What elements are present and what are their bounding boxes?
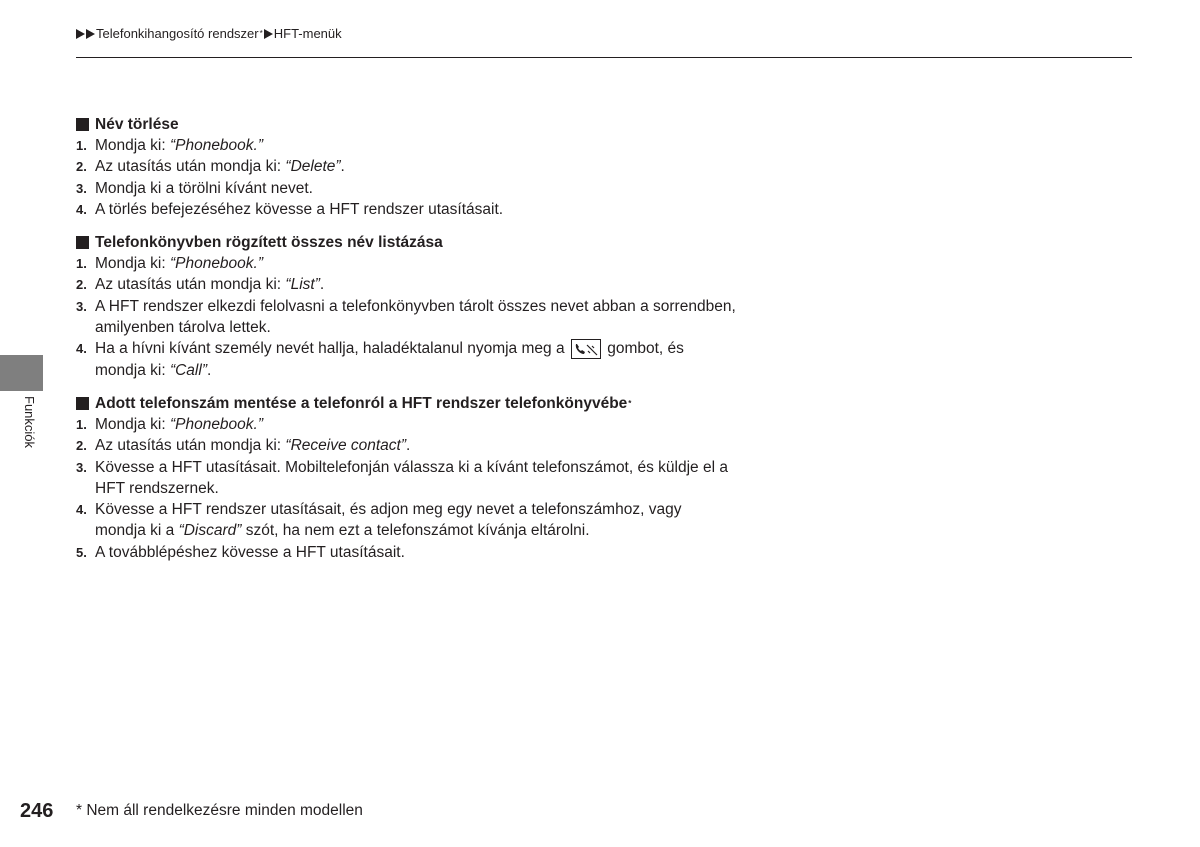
square-bullet-icon — [76, 118, 89, 131]
page-number: 246 — [20, 800, 54, 822]
step-text: Mondja ki: — [95, 255, 170, 273]
step-number: 2. — [76, 438, 87, 454]
step — [76, 542, 736, 563]
availability-star: * — [628, 398, 632, 408]
voice-command: “Delete” — [285, 158, 341, 176]
section-heading — [76, 114, 736, 135]
step-text: szót, ha nem ezt a telefonszámot kívánja eltárolni. — [241, 522, 590, 540]
step — [76, 178, 736, 199]
step-text: Ha a hívni kívánt személy nevét hallja, haladéktalanul nyomja meg a — [95, 340, 565, 358]
main-content — [76, 114, 736, 575]
step-number: 5. — [76, 544, 87, 560]
step-text: Az utasítás után mondja ki: — [95, 158, 286, 176]
step — [76, 156, 736, 177]
step — [76, 199, 736, 220]
step-number: 4. — [76, 201, 87, 217]
chapter-tab[interactable] — [0, 355, 43, 391]
step-number: 2. — [76, 277, 87, 293]
step-number: 4. — [76, 502, 87, 518]
step-text: A továbblépéshez kövesse a HFT utasításait. — [95, 543, 405, 561]
section-delete-name — [76, 114, 736, 220]
voice-command: “Discard” — [178, 522, 242, 540]
section-heading — [76, 232, 736, 253]
step — [76, 253, 736, 274]
step-text: A törlés befejezéséhez kövesse a HFT rendszer utasításait. — [95, 200, 504, 218]
step — [76, 135, 736, 156]
voice-command: “Phonebook.” — [169, 415, 264, 433]
breadcrumb-page[interactable]: HFT-menük — [273, 26, 342, 41]
step — [76, 296, 736, 339]
step — [76, 414, 736, 435]
step-text: Mondja ki a törölni kívánt nevet. — [95, 179, 313, 197]
square-bullet-icon — [76, 236, 89, 249]
voice-command: “List” — [285, 276, 320, 294]
footnote: * Nem áll rendelkezésre minden modellen — [76, 802, 363, 819]
step-number: 3. — [76, 298, 87, 314]
step-text: Mondja ki: — [95, 415, 170, 433]
section-title: Név törlése — [95, 116, 179, 133]
section-save-number — [76, 393, 736, 563]
arrow-right-icon — [76, 29, 85, 39]
step — [76, 338, 736, 381]
section-title: Telefonkönyvben rögzített összes név listázása — [95, 234, 443, 252]
step-number: 1. — [76, 256, 87, 272]
step-number: 4. — [76, 341, 87, 357]
step-text: gombot, és mondja ki: — [95, 340, 684, 379]
section-heading — [76, 393, 736, 414]
availability-star: * — [259, 29, 263, 38]
breadcrumb-section[interactable]: Telefonkihangosító rendszer — [96, 26, 259, 41]
step-text: . — [406, 437, 411, 455]
step-text: Mondja ki: — [95, 137, 170, 154]
step — [76, 435, 736, 456]
step — [76, 457, 736, 500]
step — [76, 499, 736, 542]
section-title: Adott telefonszám mentése a telefonról a HFT rendszer telefonkönyvébe — [95, 394, 628, 412]
voice-command: “Phonebook.” — [169, 137, 264, 154]
step-number: 3. — [76, 180, 87, 196]
arrow-right-icon — [264, 29, 273, 39]
step-text: A HFT rendszer elkezdi felolvasni a telefonkönyvben tárolt összes nevet abban a sorrendben, amilyenben tárolva lettek. — [95, 297, 736, 337]
step-text: Kövesse a HFT utasításait. Mobiltelefonján válassza ki a kívánt telefonszámot, és küldje el a HFT rendszernek. — [95, 458, 728, 497]
chapter-label: Funkciók — [22, 396, 37, 449]
step-text: Az utasítás után mondja ki: — [95, 437, 286, 455]
phone-talk-icon — [571, 339, 601, 359]
step-number: 1. — [76, 138, 87, 153]
step-text: Kövesse a HFT rendszer utasításait, és adjon meg egy nevet a telefonszámhoz, vagy mondja ki a — [95, 501, 682, 540]
step-text: . — [206, 361, 212, 379]
breadcrumb — [76, 26, 342, 41]
step-number: 3. — [76, 459, 87, 475]
step-text: . — [319, 276, 325, 294]
voice-command: “Phonebook.” — [169, 255, 264, 273]
voice-command: “Receive contact” — [285, 437, 407, 455]
header-rule — [76, 57, 1132, 58]
voice-command: “Call” — [169, 361, 207, 379]
section-list-names — [76, 232, 736, 381]
step-text: . — [340, 158, 345, 176]
step-number: 2. — [76, 159, 87, 175]
step-text: Az utasítás után mondja ki: — [95, 276, 286, 294]
step-number: 1. — [76, 416, 87, 432]
arrow-right-icon — [86, 29, 95, 39]
square-bullet-icon — [76, 397, 89, 410]
step — [76, 274, 736, 295]
